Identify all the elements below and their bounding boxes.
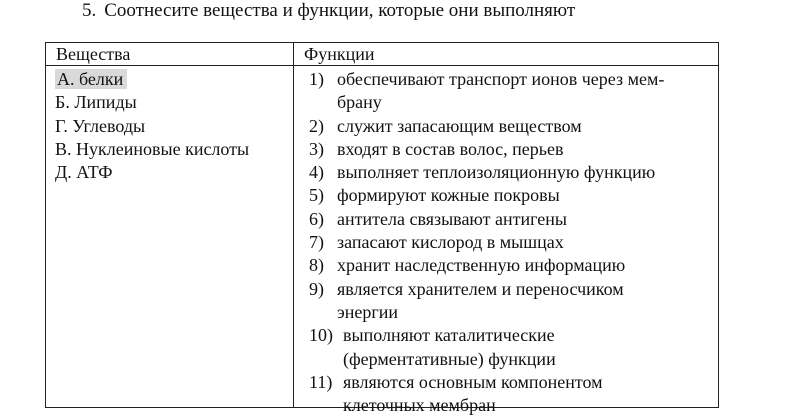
function-item — [309, 68, 664, 115]
function-text: запасают кислород в мышцах — [337, 232, 564, 253]
substance-label: А. белки — [55, 69, 127, 89]
function-item — [309, 371, 664, 417]
function-text: служит запасающим веществом — [337, 115, 582, 136]
function-number: 11) — [309, 371, 333, 392]
function-text: хранит наследственную информацию — [337, 255, 626, 276]
substance-item[interactable] — [55, 115, 249, 138]
function-item — [309, 231, 664, 254]
function-number: 2) — [309, 115, 324, 136]
substance-label: Д. АТФ — [55, 162, 113, 183]
functions-list — [309, 68, 664, 417]
substance-item[interactable] — [55, 138, 249, 161]
substances-list — [55, 68, 249, 184]
matching-table — [45, 42, 719, 416]
function-number: 9) — [309, 278, 324, 299]
function-number: 8) — [309, 255, 324, 276]
function-item — [309, 138, 664, 161]
functions-header: Функции — [304, 44, 375, 64]
function-number: 4) — [309, 162, 324, 183]
substance-label: В. Нуклеиновые кислоты — [55, 138, 250, 159]
function-number: 6) — [309, 208, 324, 229]
substance-item[interactable] — [55, 68, 249, 91]
question-number: 5. — [82, 0, 97, 21]
substance-label: Б. Липиды — [55, 92, 137, 113]
function-text: формируют кожные покровы — [337, 185, 560, 206]
function-item — [309, 324, 664, 371]
function-text: обеспечивают транспорт ионов через мем- брану — [337, 69, 665, 113]
function-item — [309, 115, 664, 138]
question-title — [82, 0, 575, 22]
question-text: Соотнесите вещества и функции, которые они выполняют — [104, 0, 576, 21]
function-number: 7) — [309, 232, 324, 253]
substance-item[interactable] — [55, 161, 249, 184]
column-divider — [293, 43, 294, 407]
function-text: является хранителем и переносчиком энергии — [337, 278, 624, 322]
function-item — [309, 254, 664, 277]
substance-item[interactable] — [55, 91, 249, 114]
function-item — [309, 161, 664, 184]
header-divider — [46, 65, 718, 66]
function-item — [309, 208, 664, 231]
substances-header: Вещества — [56, 44, 131, 64]
function-number: 1) — [309, 69, 324, 89]
function-item — [309, 184, 664, 207]
function-number: 3) — [309, 138, 324, 159]
function-text: выполняет теплоизоляционную функцию — [337, 162, 656, 183]
function-text: являются основным компонентом клеточных мембран — [343, 371, 603, 416]
substance-label: Г. Углеводы — [55, 115, 146, 136]
function-number: 10) — [309, 325, 333, 346]
function-text: входят в состав волос, перьев — [337, 138, 564, 159]
function-text: антитела связывают антигены — [337, 208, 567, 229]
function-text: выполняют каталитические (ферментативные) функции — [343, 325, 556, 369]
function-item — [309, 278, 664, 325]
function-number: 5) — [309, 185, 324, 206]
